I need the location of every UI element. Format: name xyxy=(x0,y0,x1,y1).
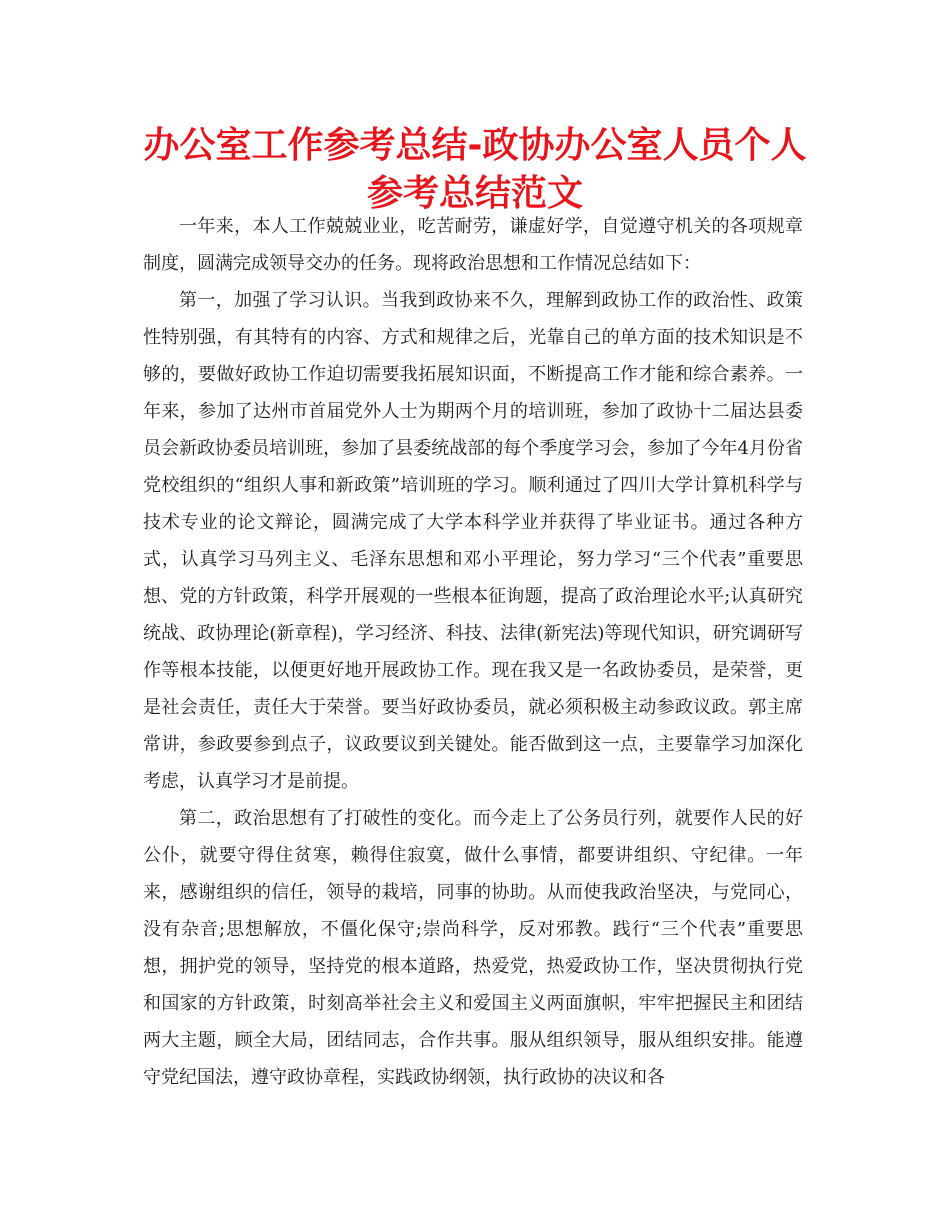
document-title: 办公室工作参考总结-政协办公室人员个人参考总结范文 xyxy=(143,125,807,214)
paragraph-intro: 一年来，本人工作兢兢业业，吃苦耐劳，谦虚好学，自觉遵守机关的各项规章制度，圆满完成领导交办的任务。现将政治思想和工作情况总结如下： xyxy=(143,216,803,274)
paragraph-study: 第一，加强了学习认识。当我到政协来不久，理解到政协工作的政治性、政策性特别强，有其特有的内容、方式和规律之后，光靠自己的单方面的技术知识是不够的，要做好政协工作迫切需要我拓展知识面，不断提高工作才能和综合素养。一年来，参加了达州市首届党外人士为期两个月的培训班，参加了政协十二届达县委员会新政协委员培训班，参加了县委统战部的每个季度学习会，参加了今年4月份省党校组织的“组织人事和新政策”培训班的学习。顺利通过了四川大学计算机科学与技术专业的论文辩论，圆满完成了大学本科学业并获得了毕业证书。通过各种方式，认真学习马列主义、毛泽东思想和邓小平理论，努力学习“三个代表”重要思想、党的方针政策，科学开展观的一些根本征询题，提高了政治理论水平;认真研究统战、政协理论(新章程)，学习经济、科技、法律(新宪法)等现代知识，研究调研写作等根本技能，以便更好地开展政协工作。现在我又是一名政协委员，是荣誉，更是社会责任，责任大于荣誉。要当好政协委员，就必须积极主动参政议政。郭主席常讲，参政要参到点子，议政要议到关键处。能否做到这一点，主要靠学习加深化考虑，认真学习才是前提。 xyxy=(143,290,803,792)
paragraph-political-thought: 第二，政治思想有了打破性的变化。而今走上了公务员行列，就要作人民的好公仆，就要守得住贫寒，赖得住寂寞，做什么事情，都要讲组织、守纪律。一年来，感谢组织的信任，领导的栽培，同事的协助。从而使我政治坚决，与党同心，没有杂音;思想解放，不僵化保守;崇尚科学，反对邪教。践行“三个代表”重要思想，拥护党的领导，坚持党的根本道路，热爱党，热爱政协工作，坚决贯彻执行党和国家的方针政策，时刻高举社会主义和爱国主义两面旗帜，牢牢把握民主和团结两大主题，顾全大局，团结同志，合作共事。服从组织领导，服从组织安排。能遵守党纪国法，遵守政协章程，实践政协纲领，执行政协的决议和各 xyxy=(143,808,803,1088)
document-body xyxy=(143,208,803,1096)
